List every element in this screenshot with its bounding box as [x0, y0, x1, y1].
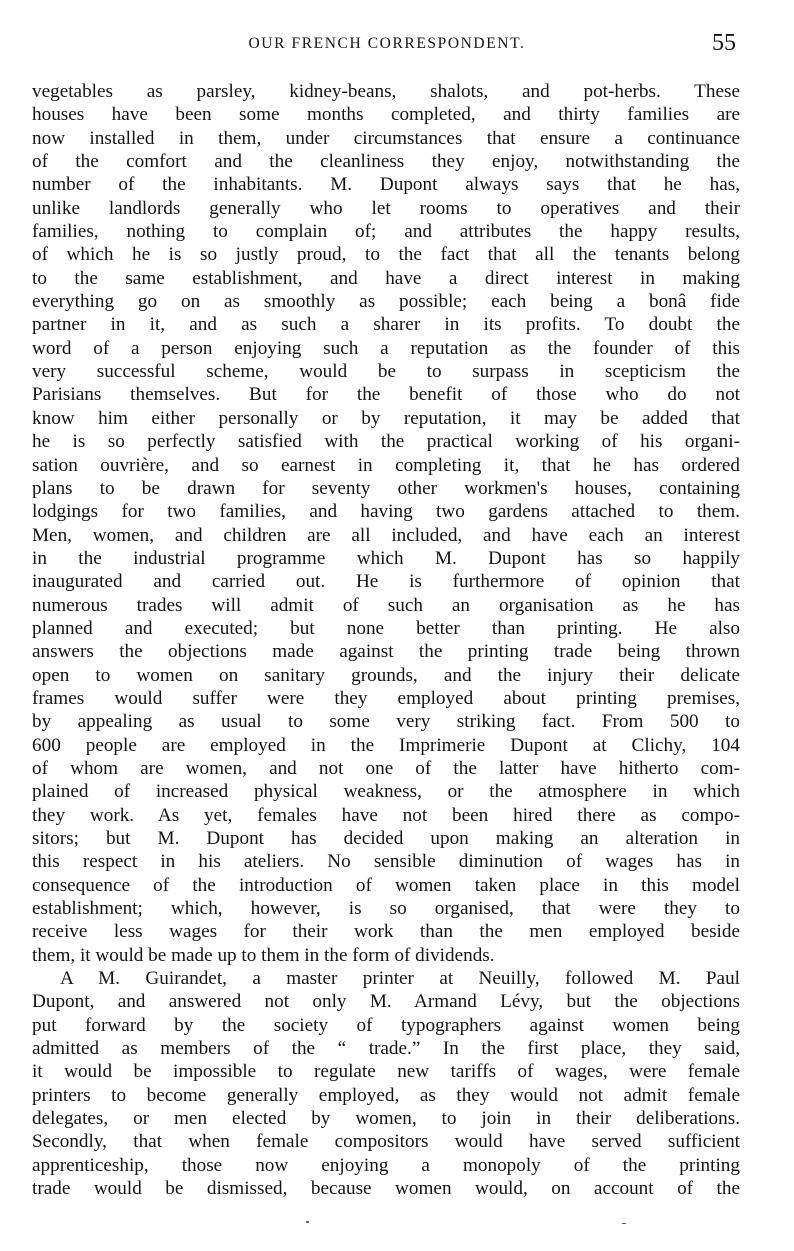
text-line: establishment; which, however, is so organised, that were they to [32, 898, 740, 920]
text-line: put forward by the society of typographers against women being [32, 1014, 740, 1036]
text-line: vegetables as parsley, kidney-beans, shalots, and pot-herbs. These [32, 81, 740, 102]
text-line: Men, women, and children are all included, and have each an interest [32, 524, 740, 546]
text-line: number of the inhabitants. M. Dupont always says that he has, [32, 174, 740, 196]
page-number: 55 [712, 30, 736, 56]
text-line: receive less wages for their work than the men employed beside [32, 921, 740, 943]
text-line: now installed in them, under circumstances that ensure a continuance [32, 127, 740, 149]
print-speck [622, 1223, 626, 1224]
text-line: sation ouvrière, and so earnest in completing it, that he has ordered [32, 454, 740, 476]
text-line: families, nothing to complain of; and attributes the happy results, [32, 221, 740, 243]
paragraph-last-line: them, it would be made up to them in the form of dividends. [32, 944, 495, 966]
text-line: Dupont, and answered not only M. Armand Lévy, but the objections [32, 991, 740, 1013]
text-line: they work. As yet, females have not been hired there as compo- [32, 804, 740, 826]
running-title: OUR FRENCH CORRESPONDENT. [248, 35, 526, 52]
text-line: of the comfort and the cleanliness they enjoy, notwithstanding the [32, 151, 740, 173]
text-line: lodgings for two families, and having two gardens attached to them. [32, 501, 740, 523]
text-line: consequence of the introduction of women taken place in this model [32, 874, 740, 896]
text-line: inaugurated and carried out. He is furthermore of opinion that [32, 571, 740, 593]
text-line: trade would be dismissed, because women would, on account of the [32, 1178, 740, 1200]
paragraph-first-line: A M. Guirandet, a master printer at Neuilly, followed M. Paul [60, 968, 740, 990]
text-line: in the industrial programme which M. Dupont has so happily [32, 547, 740, 569]
text-line: word of a person enjoying such a reputation as the founder of this [32, 337, 740, 359]
text-line: to the same establishment, and have a direct interest in making [32, 267, 740, 289]
text-line: everything go on as smoothly as possible; each being a bonâ fide [32, 291, 740, 313]
text-line: houses have been some months completed, and thirty families are [32, 104, 740, 126]
text-line: plans to be drawn for seventy other workmen's houses, containing [32, 477, 740, 499]
text-line: partner in it, and as such a sharer in its profits. To doubt the [32, 314, 740, 336]
text-line: frames would suffer were they employed about printing premises, [32, 687, 740, 709]
text-line: by appealing as usual to some very striking fact. From 500 to [32, 711, 740, 733]
page-header [34, 30, 740, 60]
text-line: open to women on sanitary grounds, and the injury their delicate [32, 664, 740, 686]
text-line: sitors; but M. Dupont has decided upon making an alteration in [32, 828, 740, 849]
text-line: delegates, or men elected by women, to join in their deliberations. [32, 1108, 740, 1130]
text-line: of which he is so justly proud, to the fact that all the tenants belong [32, 244, 740, 266]
text-line: unlike landlords generally who let rooms to operatives and their [32, 197, 740, 219]
text-line: know him either personally or by reputation, it may be added that [32, 407, 740, 429]
text-line: numerous trades will admit of such an organisation as he has [32, 594, 740, 616]
text-line: apprenticeship, those now enjoying a monopoly of the printing [32, 1154, 740, 1176]
text-line: 600 people are employed in the Imprimerie Dupont at Clichy, 104 [32, 734, 740, 756]
text-line: Parisians themselves. But for the benefit of those who do not [32, 384, 740, 406]
text-line: planned and executed; but none better than printing. He also [32, 617, 740, 639]
text-line: it would be impossible to regulate new tariffs of wages, were female [32, 1061, 740, 1083]
text-line: plained of increased physical weakness, or the atmosphere in which [32, 781, 740, 803]
text-line: Secondly, that when female compositors would have served sufficient [32, 1131, 740, 1153]
text-line: admitted as members of the “ trade.” In the first place, they said, [32, 1038, 740, 1060]
text-line: printers to become generally employed, as they would not admit female [32, 1084, 740, 1106]
text-line: of whom are women, and not one of the latter have hitherto com- [32, 757, 740, 779]
text-line: very successful scheme, would be to surpass in scepticism the [32, 361, 740, 383]
body-text [32, 80, 740, 1201]
text-line: this respect in his ateliers. No sensible diminution of wages has in [32, 851, 740, 873]
text-line: answers the objections made against the printing trade being thrown [32, 641, 740, 663]
print-speck [306, 1221, 309, 1223]
text-line: he is so perfectly satisfied with the practical working of his organi- [32, 431, 740, 453]
